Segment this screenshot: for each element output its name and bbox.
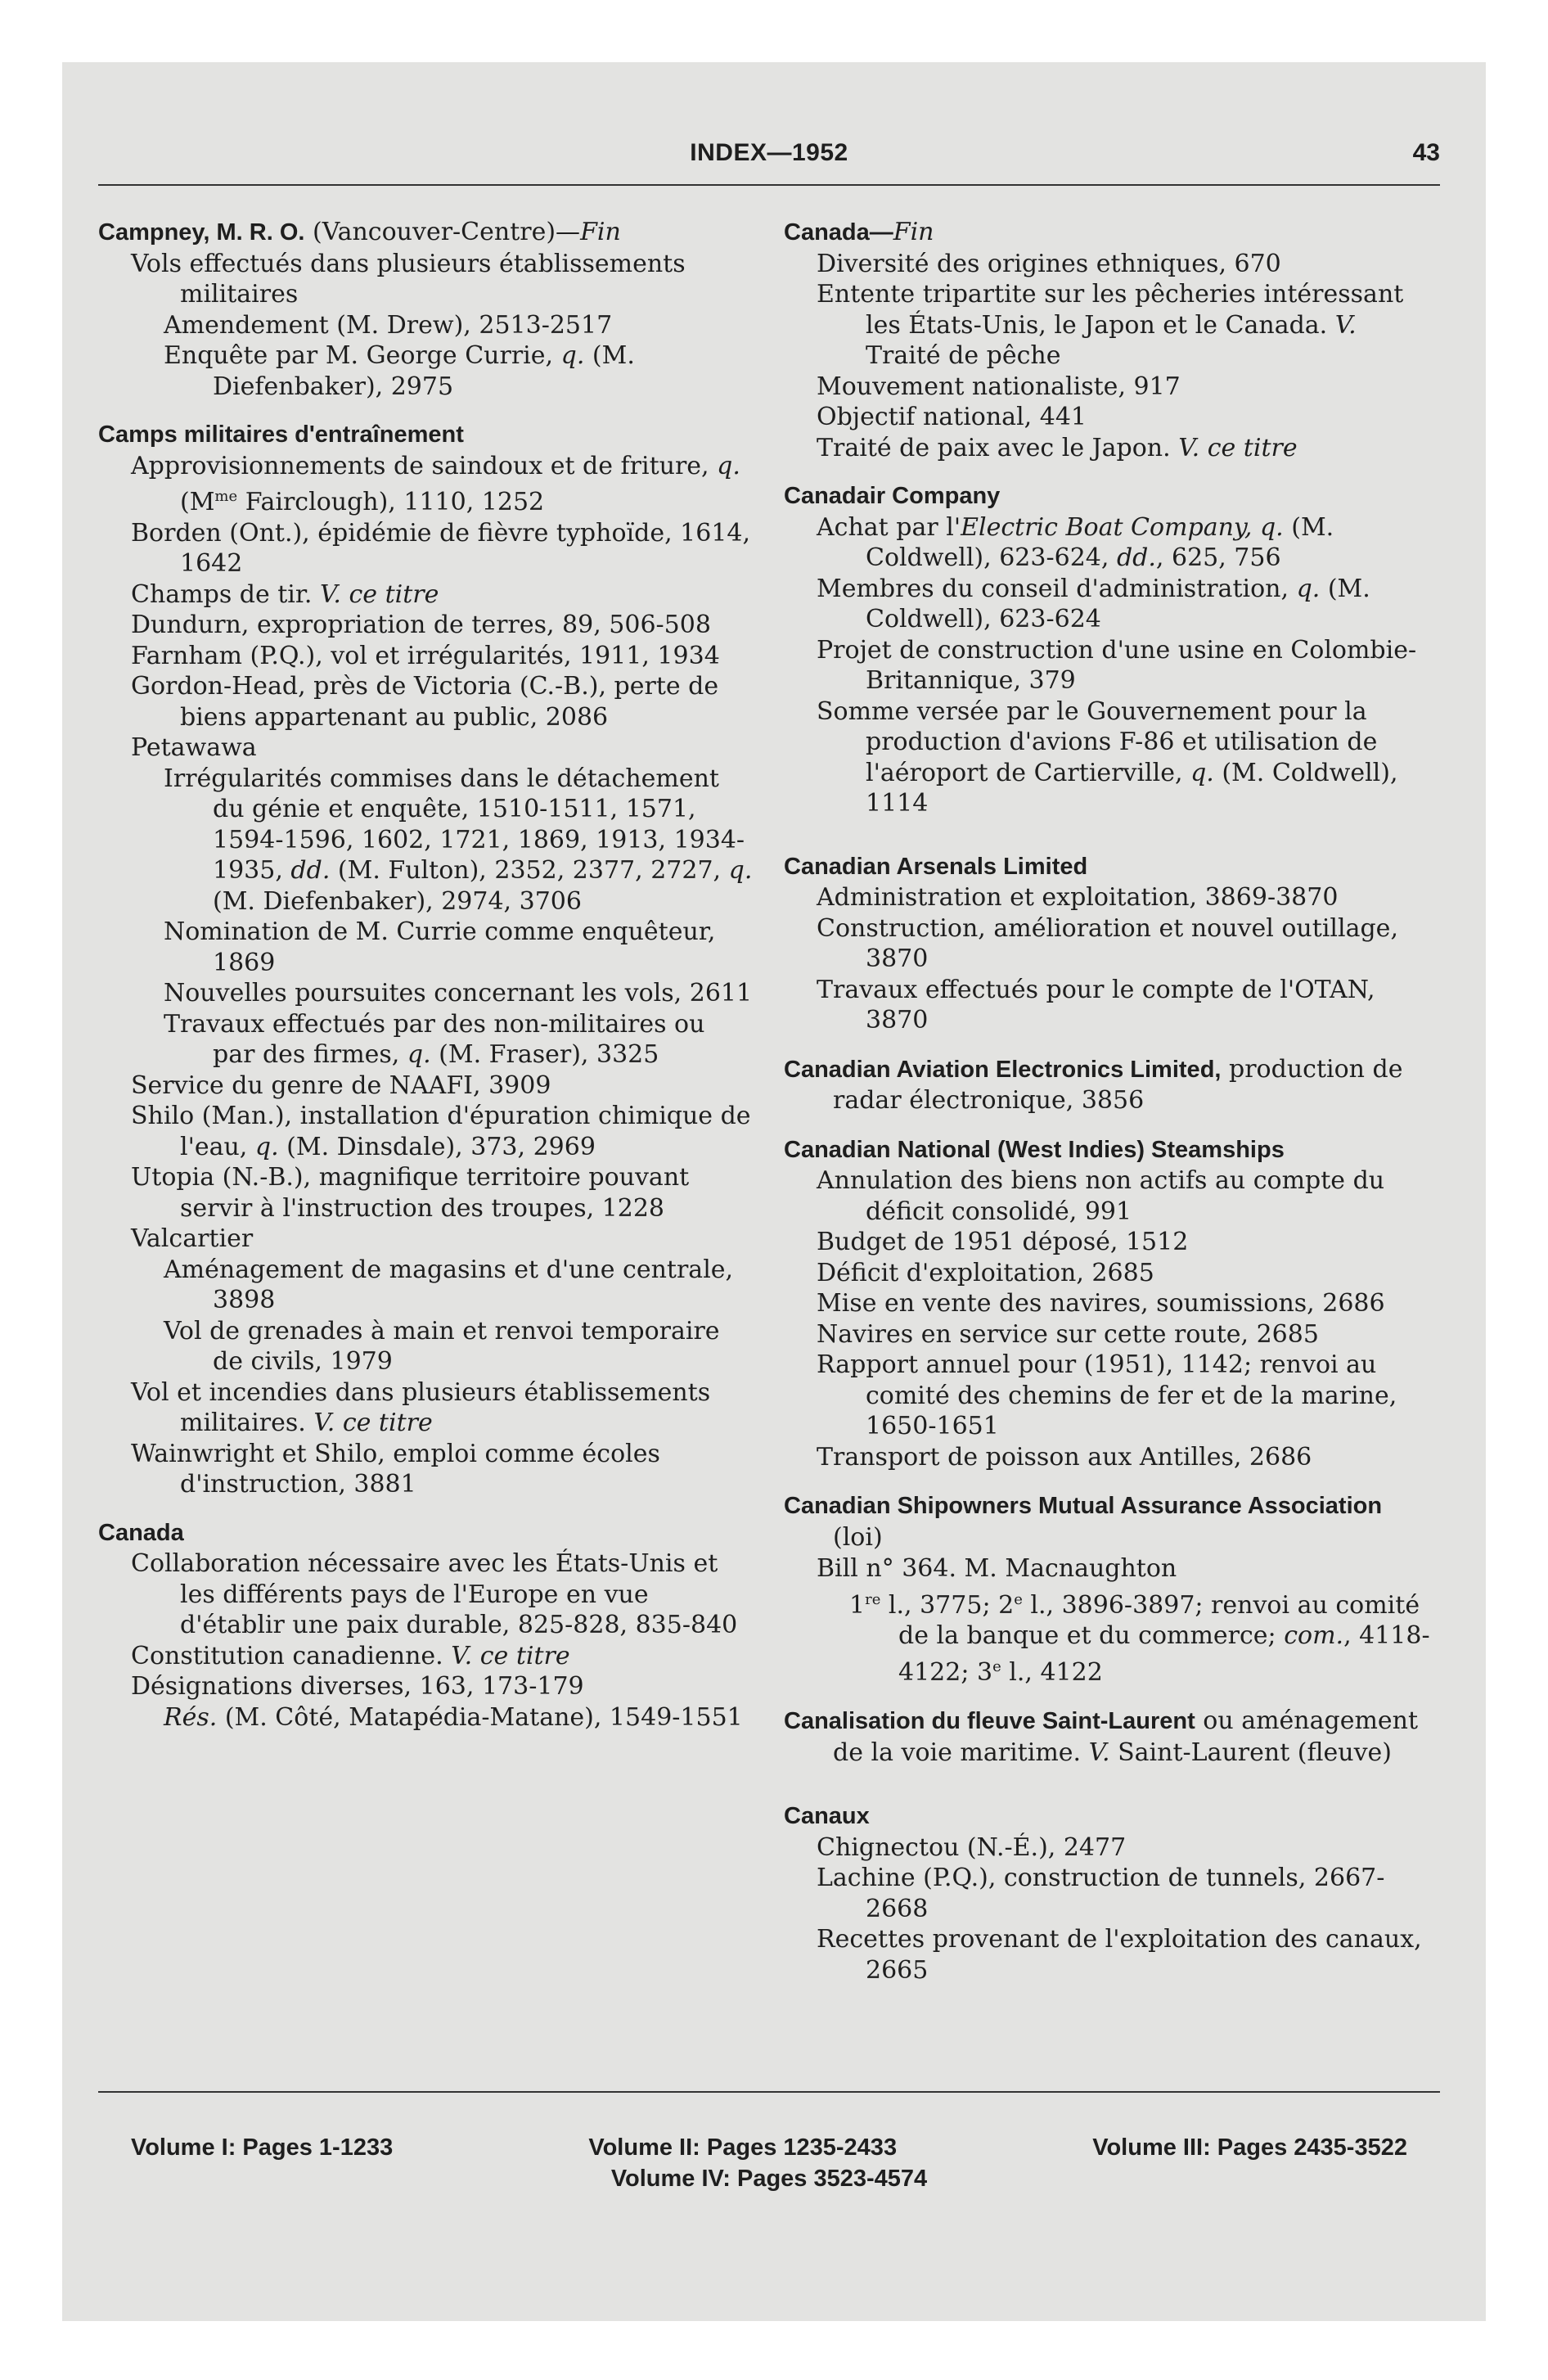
page-number: 43 xyxy=(1412,139,1440,166)
page-header xyxy=(98,139,1440,180)
volume-3: Volume III: Pages 2435-3522 xyxy=(1092,2134,1407,2161)
subentry: Bill n° 364. M. Macnaughton xyxy=(817,1554,1177,1583)
entry-heading: Canaux xyxy=(784,1803,870,1829)
header-rule xyxy=(98,184,1440,186)
entry-heading: Canadian National (West Indies) Steamships xyxy=(784,1136,1285,1163)
subentry: Vol de grenades à main et renvoi temporaire de civils, 1979 xyxy=(164,1316,720,1376)
subentry: Utopia (N.-B.), magnifique territoire pouvant servir à l'instruction des troupes, 1228 xyxy=(131,1163,690,1223)
entry-heading: Canadian Aviation Electronics Limited, production de radar électronique, 3856 xyxy=(784,1054,1403,1115)
subentry: Projet de construction d'une usine en Colombie-Britannique, 379 xyxy=(817,635,1417,695)
subentry: Budget de 1951 déposé, 1512 xyxy=(817,1228,1189,1256)
subentry: Borden (Ont.), épidémie de fièvre typhoïde, 1614, 1642 xyxy=(131,518,751,578)
volume-4: Volume IV: Pages 3523-4574 xyxy=(610,2166,928,2192)
subentry: Objectif national, 441 xyxy=(817,403,1087,431)
volume-1: Volume I: Pages 1-1233 xyxy=(131,2134,394,2161)
subentry: Membres du conseil d'administration, q. (M. Coldwell), 623-624 xyxy=(817,574,1370,633)
subentry: Vol et incendies dans plusieurs établissements militaires. V. ce titre xyxy=(131,1377,711,1437)
subentry: Mouvement nationaliste, 917 xyxy=(817,372,1181,401)
subentry: Nomination de M. Currie comme enquêteur, 1869 xyxy=(164,917,716,977)
subentry: Shilo (Man.), installation d'épuration chimique de l'eau, q. (M. Dinsdale), 373, 2969 xyxy=(131,1102,751,1161)
entry-heading: Camps militaires d'entraînement xyxy=(98,421,464,448)
subentry: Farnham (P.Q.), vol et irrégularités, 1911, 1934 xyxy=(131,641,720,670)
subentry: Rés. (M. Côté, Matapédia-Matane), 1549-1551 xyxy=(164,1702,743,1732)
subentry: Enquête par M. George Currie, q. (M. Diefenbaker), 2975 xyxy=(164,341,635,401)
subentry: Wainwright et Shilo, emploi comme écoles d'instruction, 3881 xyxy=(131,1439,660,1499)
subentry: Traité de paix avec le Japon. V. ce titre xyxy=(817,433,1298,462)
volume-2: Volume II: Pages 1235-2433 xyxy=(588,2134,898,2161)
subentry: Administration et exploitation, 3869-3870 xyxy=(817,883,1339,912)
left-column xyxy=(98,217,753,1733)
subentry: Recettes provenant de l'exploitation des canaux, 2665 xyxy=(817,1925,1422,1985)
subentry: Désignations diverses, 163, 173-179 xyxy=(131,1672,584,1701)
subentry: Service du genre de NAAFI, 3909 xyxy=(131,1071,551,1100)
subentry: Lachine (P.Q.), construction de tunnels, 2667-2668 xyxy=(817,1864,1385,1923)
subentry: Irrégularités commises dans le détachement du génie et enquête, 1510-1511, 1571, 1594-1596, 1602, 1721, 1869, 1913, 1934-1935, dd. (M. Fulton), 2352, 2377, 2727, q. (M. Diefenbaker), 2974, 3706 xyxy=(164,764,753,916)
subentry: 1re l., 3775; 2e l., 3896-3897; renvoi au comité de la banque et du commerce; com., 4118-4122; 3e l., 4122 xyxy=(849,1590,1430,1687)
subentry: Nouvelles poursuites concernant les vols, 2611 xyxy=(164,979,753,1007)
subentry: Rapport annuel pour (1951), 1142; renvoi au comité des chemins de fer et de la marine, 1650-1651 xyxy=(817,1350,1397,1440)
subentry: Valcartier xyxy=(131,1224,254,1253)
subentry: Travaux effectués par des non-militaires ou par des firmes, q. (M. Fraser), 3325 xyxy=(164,1009,705,1069)
subentry: Amendement (M. Drew), 2513-2517 xyxy=(164,310,613,340)
subentry: Petawawa xyxy=(131,733,257,762)
subentry: Champs de tir. V. ce titre xyxy=(131,579,439,609)
subentry: Approvisionnements de saindoux et de friture, q. ($M^{me}$ Fairclough), 1110, 1252 xyxy=(131,451,740,516)
entry-heading: Canada—Fin xyxy=(784,218,934,246)
footer-rule xyxy=(98,2091,1440,2093)
subentry: Chignectou (N.-É.), 2477 xyxy=(817,1832,1127,1862)
right-column xyxy=(784,217,1438,1986)
subentry: Achat par l'Electric Boat Company, q. (M. Coldwell), 623-624, dd., 625, 756 xyxy=(817,512,1334,572)
subentry: Diversité des origines ethniques, 670 xyxy=(817,249,1281,278)
entry-heading: Canadair Company xyxy=(784,483,1001,509)
subentry: Aménagement de magasins et d'une centrale, 3898 xyxy=(164,1255,734,1314)
subentry: Gordon-Head, près de Victoria (C.-B.), perte de biens appartenant au public, 2086 xyxy=(131,672,719,732)
subentry: Construction, amélioration et nouvel outillage, 3870 xyxy=(817,913,1398,973)
entry-heading: Campney, M. R. O. (Vancouver-Centre)—Fin xyxy=(98,218,621,246)
entry-heading: Canalisation du fleuve Saint-Laurent ou aménagement de la voie maritime. V. Saint-Laurent (fleuve) xyxy=(784,1706,1419,1767)
subentry: Constitution canadienne. V. ce titre xyxy=(131,1641,570,1670)
volume-footer xyxy=(98,2132,1440,2194)
entry-heading: Canada xyxy=(98,1519,184,1546)
subentry: Mise en vente des navires, soumissions, 2686 xyxy=(817,1289,1385,1318)
subentry: Entente tripartite sur les pêcheries intéressant les États-Unis, le Japon et le Canada. V. Traité de pêche xyxy=(817,280,1404,370)
subentry: Dundurn, expropriation de terres, 89, 506-508 xyxy=(131,611,711,639)
subentry: Somme versée par le Gouvernement pour la production d'avions F-86 et utilisation de l'aéroport de Cartierville, q. (M. Coldwell), 1114 xyxy=(817,696,1398,818)
subentry: Collaboration nécessaire avec les États-Unis et les différents pays de l'Europe en vue d'établir une paix durable, 825-828, 835-840 xyxy=(131,1549,738,1639)
subentry: Annulation des biens non actifs au compte du déficit consolidé, 991 xyxy=(817,1166,1385,1226)
entry-heading: Canadian Shipowners Mutual Assurance Association (loi) xyxy=(784,1493,1383,1552)
subentry: Vols effectués dans plusieurs établissements militaires xyxy=(131,249,686,309)
page-title: INDEX—1952 xyxy=(690,139,848,166)
subentry: Navires en service sur cette route, 2685 xyxy=(817,1319,1319,1349)
entry-heading: Canadian Arsenals Limited xyxy=(784,853,1088,880)
subentry: Transport de poisson aux Antilles, 2686 xyxy=(817,1442,1312,1472)
subentry: Déficit d'exploitation, 2685 xyxy=(817,1258,1154,1287)
subentry: Travaux effectués pour le compte de l'OTAN, 3870 xyxy=(817,975,1375,1034)
